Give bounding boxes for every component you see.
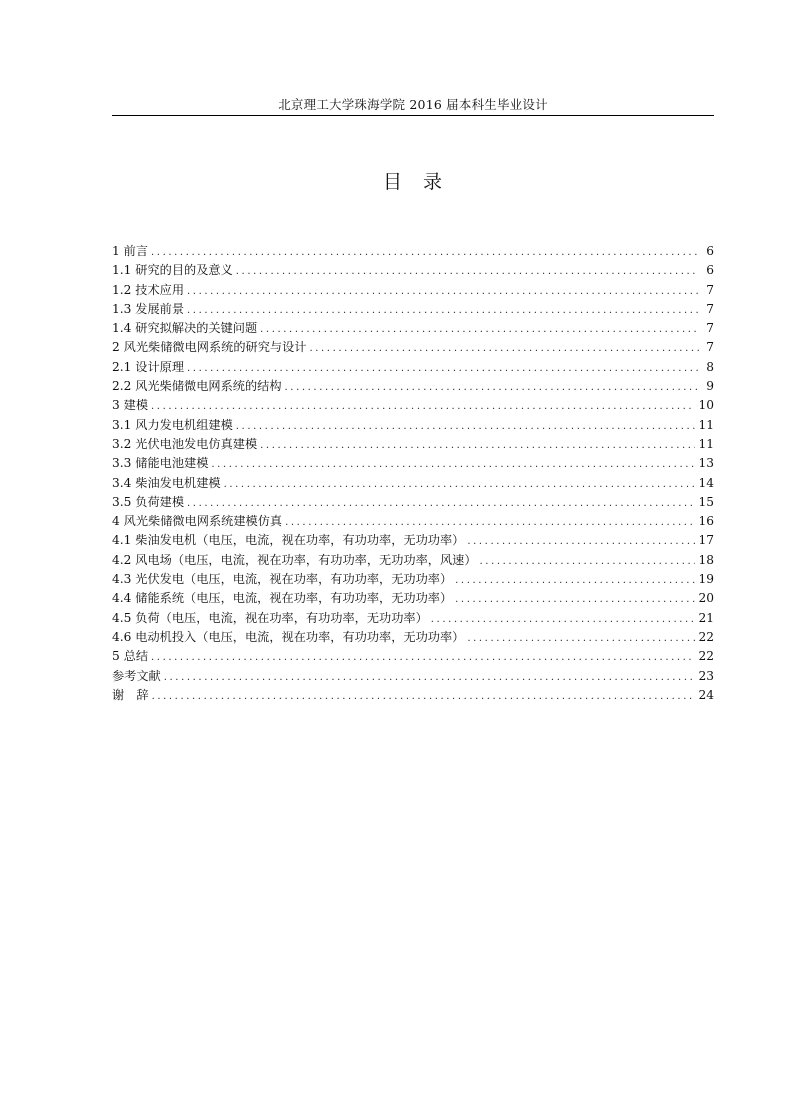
toc-entry[interactable] xyxy=(112,474,714,493)
toc-entry-page-number: 21 xyxy=(698,610,714,625)
toc-entry-page-number: 10 xyxy=(698,398,714,413)
toc-dot-leader xyxy=(211,455,695,474)
table-of-contents xyxy=(112,242,714,705)
toc-entry-page-number: 22 xyxy=(698,629,714,644)
toc-entry[interactable] xyxy=(112,551,714,570)
toc-entry-label: 4.3 光伏发电（电压，电流，视在功率，有功功率，无功功率） xyxy=(112,572,453,587)
toc-dot-leader xyxy=(431,610,696,629)
toc-entry-page-number: 14 xyxy=(698,475,714,490)
toc-entry[interactable] xyxy=(112,628,714,647)
toc-dot-leader xyxy=(236,262,699,281)
toc-entry-label: 2.1 设计原理 xyxy=(112,359,185,374)
toc-entry-page-number: 17 xyxy=(698,533,714,548)
toc-entry-label: 4.4 储能系统（电压，电流，视在功率，有功功率，无功功率） xyxy=(112,591,453,606)
toc-entry-label: 1 前言 xyxy=(112,244,149,258)
toc-dot-leader xyxy=(309,339,699,358)
toc-dot-leader xyxy=(164,668,696,687)
toc-dot-leader xyxy=(455,571,695,590)
toc-entry[interactable] xyxy=(112,531,714,550)
toc-dot-leader xyxy=(151,648,695,667)
toc-entry-page-number: 20 xyxy=(698,591,714,606)
toc-entry[interactable] xyxy=(112,686,714,705)
toc-entry-page-number: 24 xyxy=(698,687,714,702)
toc-dot-leader xyxy=(187,301,699,320)
toc-dot-leader xyxy=(152,687,696,706)
toc-entry-label: 4.6 电动机投入（电压，电流，视在功率，有功功率，无功功率） xyxy=(112,629,465,644)
toc-entry-label: 3.2 光伏电池发电仿真建模 xyxy=(112,436,258,451)
toc-dot-leader xyxy=(187,494,695,513)
toc-entry-page-number: 11 xyxy=(698,436,714,451)
toc-dot-leader xyxy=(285,513,695,532)
toc-entry-page-number: 7 xyxy=(706,301,714,316)
toc-entry[interactable] xyxy=(112,396,714,415)
toc-entry-label: 3.4 柴油发电机建模 xyxy=(112,475,221,490)
toc-entry-label: 4.2 风电场（电压，电流，视在功率，有功功率，无功功率，风速） xyxy=(112,552,477,567)
toc-entry-label: 2 风光柴储微电网系统的研究与设计 xyxy=(112,340,307,355)
toc-entry[interactable] xyxy=(112,300,714,319)
toc-entry[interactable] xyxy=(112,242,714,261)
toc-entry[interactable] xyxy=(112,647,714,666)
toc-dot-leader xyxy=(236,417,696,436)
toc-entry-label: 4 风光柴储微电网系统建模仿真 xyxy=(112,514,283,529)
toc-entry-page-number: 22 xyxy=(698,649,714,664)
toc-entry-label: 1.2 技术应用 xyxy=(112,282,185,297)
header-divider xyxy=(112,115,714,116)
toc-entry[interactable] xyxy=(112,338,714,357)
toc-entry-page-number: 7 xyxy=(706,340,714,355)
toc-dot-leader xyxy=(455,590,695,609)
toc-entry[interactable] xyxy=(112,609,714,628)
toc-entry[interactable] xyxy=(112,570,714,589)
toc-dot-leader xyxy=(260,436,695,455)
toc-dot-leader xyxy=(187,359,699,378)
toc-entry-label: 3.3 储能电池建模 xyxy=(112,456,209,471)
toc-dot-leader xyxy=(467,629,695,648)
toc-title: 目 录 xyxy=(382,171,443,193)
toc-entry-page-number: 19 xyxy=(698,572,714,587)
toc-dot-leader xyxy=(187,282,699,301)
toc-entry-label: 1.4 研究拟解决的关键问题 xyxy=(112,321,258,336)
toc-entry-label: 1.3 发展前景 xyxy=(112,301,185,316)
toc-entry-page-number: 18 xyxy=(698,552,714,567)
toc-dot-leader xyxy=(480,552,696,571)
toc-entry-label: 4.5 负荷（电压，电流，视在功率，有功功率，无功功率） xyxy=(112,610,428,625)
toc-entry[interactable] xyxy=(112,281,714,300)
toc-entry-page-number: 6 xyxy=(706,263,714,278)
toc-entry-label: 2.2 风光柴储微电网系统的结构 xyxy=(112,379,282,394)
toc-entry-label: 谢 辞 xyxy=(112,687,149,702)
toc-entry[interactable] xyxy=(112,493,714,512)
toc-entry[interactable] xyxy=(112,667,714,686)
toc-entry-page-number: 6 xyxy=(706,244,714,258)
toc-entry-label: 1.1 研究的目的及意义 xyxy=(112,263,233,278)
toc-entry[interactable] xyxy=(112,454,714,473)
toc-entry[interactable] xyxy=(112,416,714,435)
toc-entry-page-number: 11 xyxy=(698,417,714,432)
toc-dot-leader xyxy=(285,378,699,397)
toc-dot-leader xyxy=(467,532,695,551)
toc-entry-page-number: 16 xyxy=(698,514,714,529)
toc-entry[interactable] xyxy=(112,589,714,608)
toc-entry-label: 参考文献 xyxy=(112,668,161,683)
toc-dot-leader xyxy=(151,397,695,416)
toc-entry-label: 3.5 负荷建模 xyxy=(112,494,185,509)
toc-entry[interactable] xyxy=(112,358,714,377)
toc-entry-page-number: 23 xyxy=(698,668,714,683)
toc-entry-page-number: 7 xyxy=(706,282,714,297)
page-header-title: 北京理工大学珠海学院 2016 届本科生毕业设计 xyxy=(278,97,548,112)
toc-dot-leader xyxy=(260,320,699,339)
toc-entry[interactable] xyxy=(112,435,714,454)
toc-entry-label: 4.1 柴油发电机（电压，电流，视在功率，有功功率，无功功率） xyxy=(112,533,465,548)
toc-entry-page-number: 15 xyxy=(698,494,714,509)
toc-entry-page-number: 8 xyxy=(706,359,714,374)
toc-dot-leader xyxy=(151,243,699,262)
toc-entry-label: 3 建模 xyxy=(112,398,149,413)
toc-entry-page-number: 9 xyxy=(706,379,714,394)
toc-entry-label: 3.1 风力发电机组建模 xyxy=(112,417,233,432)
toc-entry-page-number: 7 xyxy=(706,321,714,336)
toc-entry[interactable] xyxy=(112,377,714,396)
toc-entry[interactable] xyxy=(112,319,714,338)
toc-dot-leader xyxy=(224,475,696,494)
toc-entry-label: 5 总结 xyxy=(112,649,149,664)
toc-entry[interactable] xyxy=(112,512,714,531)
toc-entry-page-number: 13 xyxy=(698,456,714,471)
toc-entry[interactable] xyxy=(112,261,714,280)
